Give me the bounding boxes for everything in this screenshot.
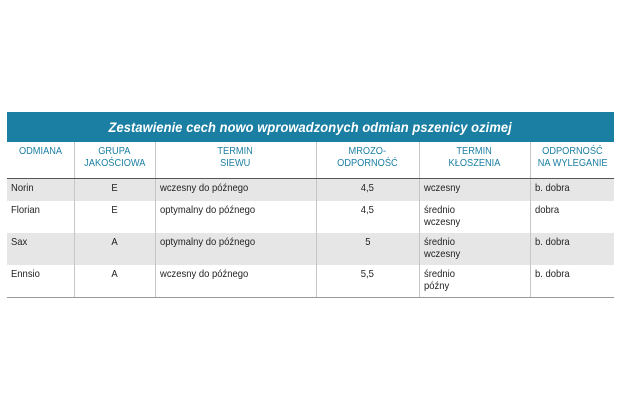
header-siewu-line-2: SIEWU	[220, 157, 251, 169]
cell-kloszenia-line-1: średnio	[423, 236, 455, 248]
cell-mrozoodpornosc-text: 4,5	[360, 204, 375, 216]
cell-grupa	[74, 201, 155, 233]
cell-odmiana	[7, 201, 74, 233]
cell-odmiana-text: Ennsio	[11, 268, 40, 280]
header-grupa-line-2: JAKOŚCIOWA	[83, 157, 146, 169]
cell-termin-siewu-text: optymalny do późnego	[159, 204, 255, 216]
cell-mrozoodpornosc	[316, 233, 419, 265]
cell-mrozoodpornosc-text: 5	[364, 236, 371, 248]
cell-odmiana	[7, 265, 74, 298]
cell-odpornosc	[530, 233, 614, 265]
cell-odpornosc	[530, 179, 614, 202]
cell-grupa-text: A	[111, 236, 118, 248]
cell-odmiana-text: Sax	[11, 236, 28, 248]
wheat-varieties-table	[7, 142, 614, 298]
cell-odmiana-text: Florian	[11, 204, 40, 216]
cell-kloszenia-line-2: wczesny	[423, 248, 460, 260]
header-termin-kloszenia	[419, 142, 530, 179]
cell-mrozoodpornosc-text: 4,5	[360, 182, 375, 194]
header-wyleganie-line-2: NA WYLEGANIE	[537, 157, 608, 169]
cell-odpornosc	[530, 265, 614, 298]
cell-kloszenia-line-1: średnio	[423, 268, 455, 280]
cell-termin-siewu-text: wczesny do późnego	[159, 268, 248, 280]
header-siewu-line-1: TERMIN	[217, 145, 254, 157]
header-odmiana-line-1: ODMIANA	[18, 145, 62, 157]
cell-kloszenia-line-1: wczesny	[423, 182, 460, 194]
header-grupa-jakosciowa	[74, 142, 155, 179]
cell-mrozoodpornosc	[316, 265, 419, 298]
cell-odmiana	[7, 179, 74, 202]
table-title-bar	[7, 112, 614, 142]
cell-odpornosc-text: b. dobra	[534, 182, 570, 194]
cell-mrozoodpornosc	[316, 179, 419, 202]
header-row	[7, 142, 614, 179]
table-row	[7, 201, 614, 233]
cell-grupa	[74, 233, 155, 265]
header-termin-siewu	[155, 142, 316, 179]
header-mrozo-line-1: MROZO-	[348, 145, 387, 157]
header-mrozoodpornosc	[316, 142, 419, 179]
cell-odpornosc-text: dobra	[534, 204, 559, 216]
cell-termin-siewu	[155, 233, 316, 265]
cell-grupa-text: E	[111, 182, 118, 194]
table-row	[7, 179, 614, 202]
cell-grupa	[74, 179, 155, 202]
cell-grupa-text: E	[111, 204, 118, 216]
cell-grupa	[74, 265, 155, 298]
header-odmiana	[7, 142, 74, 179]
cell-mrozoodpornosc	[316, 201, 419, 233]
cell-termin-siewu	[155, 201, 316, 233]
cell-termin-siewu-text: wczesny do późnego	[159, 182, 248, 194]
cell-odpornosc-text: b. dobra	[534, 236, 570, 248]
header-odpornosc-na-wyleganie	[530, 142, 614, 179]
cell-odpornosc-text: b. dobra	[534, 268, 570, 280]
cell-odmiana	[7, 233, 74, 265]
cell-termin-kloszenia	[419, 233, 530, 265]
table-row	[7, 265, 614, 298]
cell-kloszenia-line-1: średnio	[423, 204, 455, 216]
cell-kloszenia-line-2: późny	[423, 280, 449, 292]
cell-kloszenia-line-2: wczesny	[423, 216, 460, 228]
header-kloszenia-line-1: TERMIN	[456, 145, 493, 157]
header-grupa-line-1: GRUPA	[98, 145, 131, 157]
cell-termin-siewu	[155, 179, 316, 202]
header-kloszenia-line-2: KŁOSZENIA	[448, 157, 501, 169]
cell-odpornosc	[530, 201, 614, 233]
cell-mrozoodpornosc-text: 5,5	[360, 268, 375, 280]
table-title: Zestawienie cech nowo wprowadzonych odmian pszenicy ozimej	[108, 119, 513, 135]
cell-termin-kloszenia	[419, 265, 530, 298]
cell-grupa-text: A	[111, 268, 118, 280]
wheat-varieties-table-container	[7, 112, 614, 298]
cell-termin-kloszenia	[419, 179, 530, 202]
cell-termin-siewu-text: optymalny do późnego	[159, 236, 255, 248]
cell-termin-kloszenia	[419, 201, 530, 233]
cell-termin-siewu	[155, 265, 316, 298]
cell-odmiana-text: Norin	[11, 182, 34, 194]
header-wyleganie-line-1: ODPORNOŚĆ	[541, 145, 603, 157]
header-mrozo-line-2: ODPORNOŚĆ	[337, 157, 398, 169]
table-row	[7, 233, 614, 265]
